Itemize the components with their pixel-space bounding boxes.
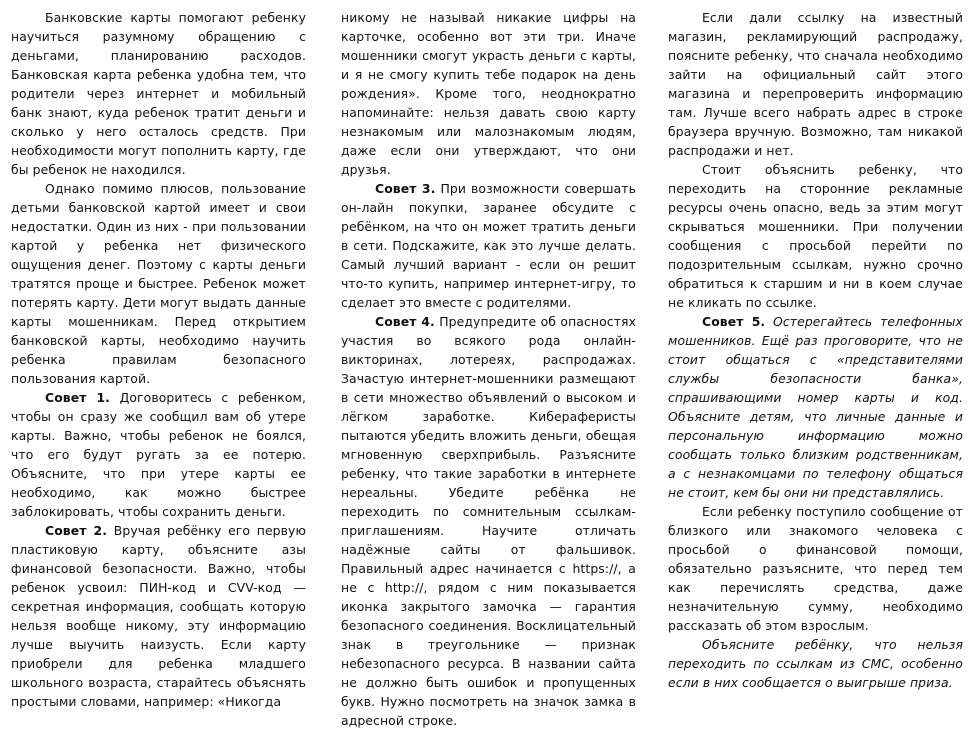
paragraph [11,388,306,521]
paragraph [668,502,963,635]
paragraph-text: Договоритесь с ребенком, чтобы он сразу же сообщил вам об утере карты. Важно, чтобы ребенок не боялся, что его будут ругать за ее потерю. Объясните, что при утере карты ее необходимо, как можно быстрее заблокировать, чтобы сохранить деньги. [11,390,306,519]
column-3 [668,8,963,692]
paragraph [341,312,636,730]
paragraph-text: Объясните ребёнку, что нельзя переходить по ссылкам из СМС, особенно если в них сообщается о выигрыше приза. [668,637,963,690]
tip-label: Совет 5. [702,314,766,329]
tip-label: Совет 3. [375,181,436,196]
paragraph [668,8,963,160]
paragraph-text: Если ребенку поступило сообщение от близкого или знакомого человека с просьбой о финансовой помощи, обязательно разъясните, что перед тем как перечислять средства, даже незначительную сумму, необходимо рассказать об этом взрослым. [668,504,963,633]
paragraph-text: Вручая ребёнку его первую пластиковую карту, объясните азы финансовой безопасности. Важно, чтобы ребенок усвоил: ПИН-код и CVV-код — секретная информация, сообщать которую нельзя вообще никому, эту информацию лучше выучить наизусть. Если карту приобрели для ребенка младшего школьного возраста, старайтесь объяснять простыми словами, например: «Никогда [11,523,306,709]
paragraph-text: Остерегайтесь телефонных мошенников. Ещё раз проговорите, что не стоит общаться с «представителями службы безопасности банка», спрашивающими номер карты и код. Объясните детям, что личные данные и персональную информацию можно сообщать только близким родственникам, а с незнакомцами по телефону общаться не стоит, кем бы они ни представлялись. [668,314,963,500]
paragraph [11,521,306,711]
paragraph-text: При возможности совершать он-лайн покупки, заранее обсудите с ребёнком, на что он может тратить деньги в сети. Подскажите, как это лучше делать. Самый лучший вариант - если он решит что-то купить, например интернет-игру, то сделает это вместе с родителями. [341,181,636,310]
tip-label: Совет 4. [375,314,435,329]
paragraph-text: никому не называй никакие цифры на карточке, особенно вот эти три. Иначе мошенники смогут украсть деньги с карты, и я не смогу купить тебе подарок на день рождения». Кроме того, неоднократно напоминайте: нельзя давать свою карту незнакомым или малознакомым людям, даже если они утверждают, что они друзья. [341,10,636,177]
paragraph-text: Стоит объяснить ребенку, что переходить на сторонние рекламные ресурсы очень опасно, ведь за этим могут скрываться мошенники. При получении сообщения с просьбой перейти по подозрительным ссылкам, нужно срочно обратиться к старшим и ни в коем случае не кликать по ссылке. [668,162,963,310]
paragraph [668,160,963,312]
column-1 [11,8,306,711]
tip-label: Совет 2. [45,523,108,538]
tip-label: Совет 1. [45,390,110,405]
paragraph [341,179,636,312]
paragraph-text: Однако помимо плюсов, пользование детьми банковской картой имеет и свои недостатки. Один из них - при пользовании картой у ребенка нет физического ощущения денег. Поэтому с карты деньги тратятся проще и быстрее. Ребенок может потерять карту. Дети могут выдать данные карты мошенникам. Перед открытием банковской карты, необходимо научить ребенка правилам безопасного пользования картой. [11,181,306,386]
paragraph-text: Предупредите об опасностях участия во всякого рода онлайн-викторинах, лотереях, распродажах. Зачастую интернет-мошенники размещают в сети множество объявлений о высоком и лёгком заработке. Киберaферисты пытаются убедить вложить деньги, обещая мгновенную сверхприбыль. Разъясните ребенку, что такие заработки в интернете нереальны. Убедите ребёнка не переходить по сомнительным ссылкам-приглашениям. Научите отличать надёжные сайты от фальшивок. Правильный адрес начинается с https://, а не с http://, рядом с ним показывается иконка закрытого замочка — гарантия безопасного соединения. Восклицательный знак в треугольнике — признак небезопасного ресурса. В названии сайта не должно быть ошибок и пропущенных букв. Нужно посмотреть на значок замка в адресной строке. [341,314,637,728]
paragraph-text: Банковские карты помогают ребенку научиться разумному обращению с деньгами, планированию расходов. Банковская карта ребенка удобна тем, что родители через интернет и мобильный банк знают, куда ребенок тратит деньги и сколько у него осталось средств. При необходимости могут пополнить карту, где бы ребенок не находился. [11,10,306,177]
paragraph [11,179,306,388]
column-2 [341,8,636,730]
paragraph-text: Если дали ссылку на известный магазин, рекламирующий распродажу, поясните ребенку, что сначала необходимо зайти на официальный сайт этого магазина и перепроверить информацию там. Лучше всего набрать адрес в строке браузера вручную. Возможно, там никакой распродажи и нет. [668,10,963,158]
paragraph [668,312,963,502]
paragraph [341,8,636,179]
paragraph [11,8,306,179]
paragraph [668,635,963,692]
